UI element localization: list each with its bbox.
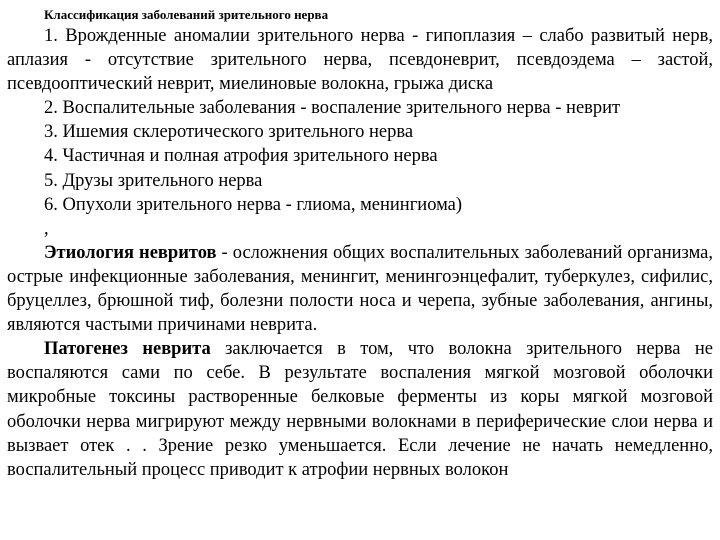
item-drusen: 5. Друзы зрительного нерва — [44, 170, 263, 191]
etiology-term: Этиология невритов — [44, 242, 217, 263]
stray-comma: , — [44, 218, 49, 239]
pathogenesis-text: заключается в том, что волокна зрительного нерва не воспаляются сами по себе. В результате воспаления мягкой мозговой оболочки микробные токсины растворенные белковые ферменты из коры мягкой мозговой оболочки нерва мигрируют между нервными волокнами в периферические слои нерва и вызвает отек . . Зрение резко уменьшается. Если лечение не начать немедленно, воспалительный процесс приводит к атрофии нервных волокон — [7, 339, 713, 480]
etiology-text: - осложнения общих воспалительных заболеваний организма, острые инфекционные заболевания, менингит, менингоэнцефалит, туберкулез, сифилис, бруцеллез, брюшной тиф, болезни полости носа и черепа, зубные заболевания, ангины, являются частыми причинами неврита. — [7, 242, 713, 336]
item-congenital-anomalies: 1. Врожденные аномалии зрительного нерва - гипоплазия – слабо развитый нерв, аплазия - отсутствие зрительного нерва, псевдоневрит, псевдоэдема – застой, псевдооптический неврит, миелиновые волокна, грыжа диска — [7, 26, 713, 95]
item-tumors: 6. Опухоли зрительного нерва - глиома, менингиома) — [44, 194, 463, 215]
etiology-paragraph — [7, 241, 713, 337]
item-ischemia: 3. Ишемия склеротического зрительного нерва — [44, 122, 414, 143]
pathogenesis-paragraph — [7, 337, 713, 482]
pathogenesis-term: Патогенез неврита — [44, 339, 211, 360]
document-body — [7, 24, 713, 482]
classification-heading: Классификация заболеваний зрительного нерва — [44, 7, 329, 22]
item-inflammatory-diseases: 2. Воспалительные заболевания - воспаление зрительного нерва - неврит — [44, 98, 621, 119]
item-atrophy: 4. Частичная и полная атрофия зрительного нерва — [44, 146, 438, 167]
